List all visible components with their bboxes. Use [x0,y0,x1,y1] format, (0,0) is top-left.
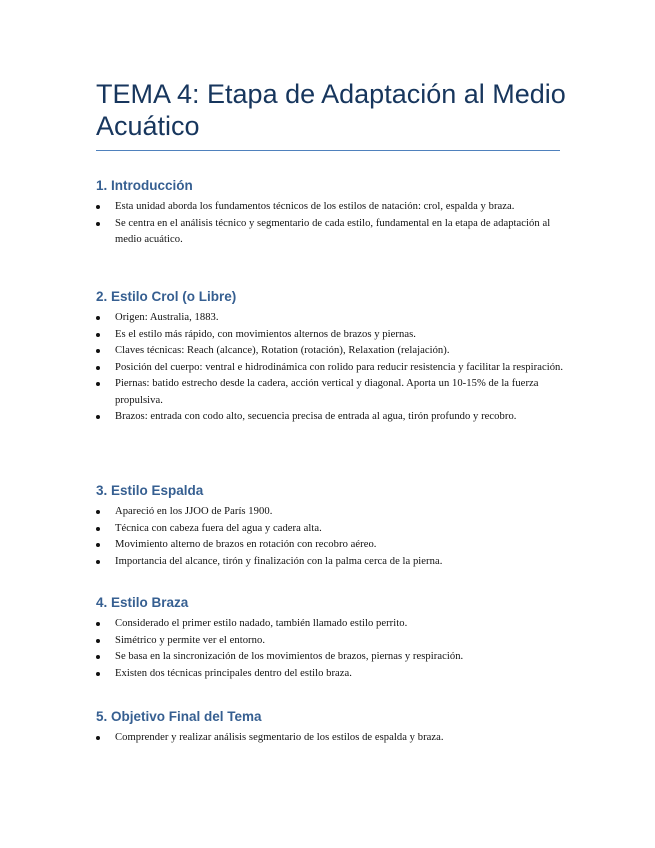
section-heading: 1. Introducción [96,178,193,193]
bullet-list [96,310,566,426]
bullet-list [96,504,566,570]
list-item: Se centra en el análisis técnico y segmentario de cada estilo, fundamental en la etapa de adaptación al medio acuático. [96,216,566,249]
list-item: Posición del cuerpo: ventral e hidrodinámica con rolido para reducir resistencia y facilitar la respiración. [96,360,566,377]
list-item: Importancia del alcance, tirón y finalización con la palma cerca de la pierna. [96,554,566,571]
page-title: TEMA 4: Etapa de Adaptación al Medio Acuático [96,79,566,141]
list-item: Brazos: entrada con codo alto, secuencia precisa de entrada al agua, tirón profundo y recobro. [96,409,566,426]
bullet-icon [96,639,100,643]
list-item: Piernas: batido estrecho desde la cadera, acción vertical y diagonal. Aporta un 10-15% de la fuerza propulsiva. [96,376,566,409]
bullet-icon [96,349,100,353]
bullet-icon [96,655,100,659]
section-heading: 2. Estilo Crol (o Libre) [96,289,237,304]
bullet-icon [96,527,100,531]
list-item: Simétrico y permite ver el entorno. [96,633,566,650]
title-underline [96,150,560,151]
bullet-icon [96,672,100,676]
bullet-icon [96,622,100,626]
list-item: Es el estilo más rápido, con movimientos alternos de brazos y piernas. [96,327,566,344]
bullet-icon [96,333,100,337]
section-estilo-crol [96,288,566,426]
list-item: Considerado el primer estilo nadado, también llamado estilo perrito. [96,616,566,633]
bullet-list [96,616,566,682]
list-item: Movimiento alterno de brazos en rotación con recobro aéreo. [96,537,566,554]
bullet-icon [96,560,100,564]
section-introduccion [96,177,566,249]
list-item: Origen: Australia, 1883. [96,310,566,327]
list-item: Comprender y realizar análisis segmentario de los estilos de espalda y braza. [96,730,566,747]
section-heading: 4. Estilo Braza [96,595,189,610]
section-estilo-espalda [96,482,566,570]
bullet-icon [96,736,100,740]
list-item: Técnica con cabeza fuera del agua y cadera alta. [96,521,566,538]
bullet-icon [96,510,100,514]
section-estilo-braza [96,594,566,682]
bullet-icon [96,222,100,226]
section-heading: 5. Objetivo Final del Tema [96,709,262,724]
bullet-icon [96,543,100,547]
bullet-list [96,730,566,747]
list-item: Se basa en la sincronización de los movimientos de brazos, piernas y respiración. [96,649,566,666]
list-item: Claves técnicas: Reach (alcance), Rotation (rotación), Relaxation (relajación). [96,343,566,360]
bullet-icon [96,205,100,209]
bullet-list [96,199,566,249]
bullet-icon [96,366,100,370]
section-heading: 3. Estilo Espalda [96,483,204,498]
list-item: Existen dos técnicas principales dentro del estilo braza. [96,666,566,683]
bullet-icon [96,382,100,386]
list-item: Esta unidad aborda los fundamentos técnicos de los estilos de natación: crol, espalda y braza. [96,199,566,216]
list-item: Apareció en los JJOO de París 1900. [96,504,566,521]
bullet-icon [96,415,100,419]
bullet-icon [96,316,100,320]
section-objetivo-final [96,708,566,747]
